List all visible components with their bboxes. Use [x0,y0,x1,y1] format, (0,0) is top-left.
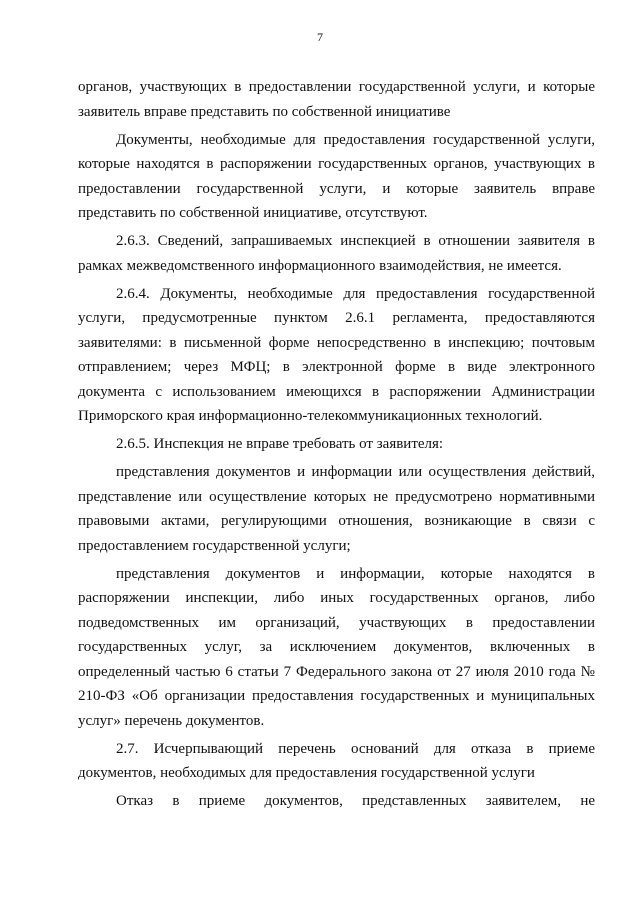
paragraph-documents-absent: Документы, необходимые для предоставления государственной услуги, которые находятся в распоряжении государственных органов, участвующих в предоставлении государственной услуги, и которые заявитель вправе представить по собственной инициативе, отсутствуют. [78,131,595,221]
paragraph-requirement-2: представления документов и информации, которые находятся в распоряжении инспекции, либо иных государственных органов, либо подведомственных им организаций, участвующих в предоставлении государственных услуг, за исключением документов, включенных в определенный частью 6 статьи 7 Федерального закона от 27 июля 2010 года № 210-ФЗ «Об организации предоставления государственных и муниципальных услуг» перечень документов. [78,565,595,729]
paragraph-continuation: органов, участвующих в предоставлении государственной услуги, и которые заявитель вправе представить по собственной инициативе [78,79,595,120]
document-body [78,75,595,817]
paragraph-requirement-1: представления документов и информации или осуществления действий, представление или осуществление которых не предусмотрено нормативными правовыми актами, регулирующими отношения, возникающие в связи с предоставлением государственной услуги; [78,464,595,554]
paragraph-2-6-3: 2.6.3. Сведений, запрашиваемых инспекцией в отношении заявителя в рамках межведомственного информационного взаимодействия, не имеется. [78,233,595,274]
paragraph-2-6-4: 2.6.4. Документы, необходимые для предоставления государственной услуги, предусмотренные пунктом 2.6.1 регламента, предоставляются заявителями: в письменной форме непосредственно в инспекцию; почтовым отправлением; через МФЦ; в электронной форме в виде электронного документа с использованием имеющихся в распоряжении Администрации Приморского края информационно-телекоммуникационных технологий. [78,285,595,424]
page-number: 7 [317,30,323,44]
paragraph-2-7-heading: 2.7. Исчерпывающий перечень оснований для отказа в приеме документов, необходимых для предоставления государственной услуги [78,740,595,781]
paragraph-2-6-5: 2.6.5. Инспекция не вправе требовать от заявителя: [116,436,444,452]
paragraph-refusal-start: Отказ в приеме документов, представленных заявителем, не [116,793,595,809]
